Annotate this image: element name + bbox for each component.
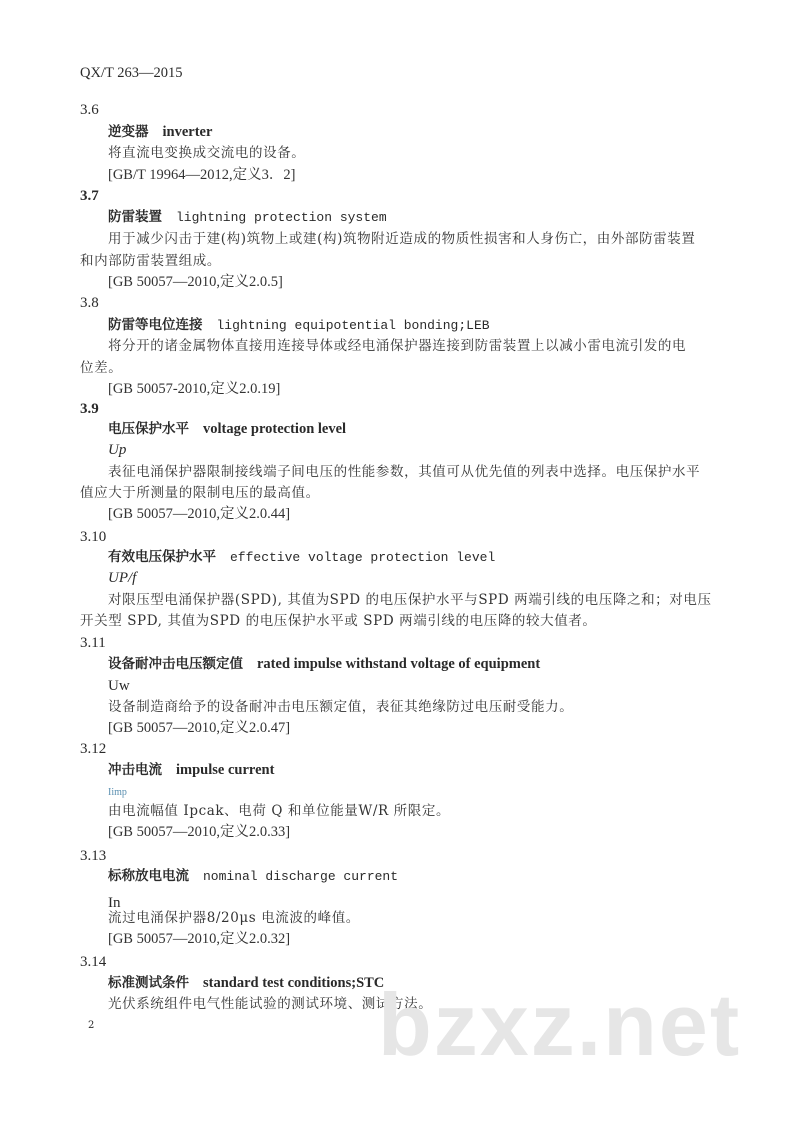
term-zh: 防雷装置 (108, 209, 162, 225)
term-zh: 有效电压保护水平 (108, 549, 216, 565)
term-title (108, 547, 495, 568)
term-en: effective voltage protection level (230, 550, 496, 565)
term-zh: 标准测试条件 (108, 975, 189, 991)
term-zh: 设备耐冲击电压额定值 (108, 656, 243, 672)
term-symbol: Up (108, 442, 127, 458)
definition-text: 开关型 SPD, 其值为SPD 的电压保护水平或 SPD 两端引线的电压降的较大值者。 (80, 613, 597, 629)
section-number: 3.9 (80, 401, 99, 417)
term-en: standard test conditions;STC (203, 975, 385, 991)
reference: [GB 50057—2010,定义2.0.44] (108, 506, 291, 522)
term-en: impulse current (176, 762, 275, 778)
definition-text: 值应大于所测量的限制电压的最高值。 (80, 485, 320, 501)
page-number: 2 (88, 1020, 95, 1031)
reference: [GB 50057—2010,定义2.0.33] (108, 824, 291, 840)
term-symbol: UP/f (108, 570, 137, 586)
term-zh: 标称放电电流 (108, 868, 189, 884)
term-en: nominal discharge current (203, 869, 399, 884)
reference: [GB/T 19964—2012,定义3．2] (108, 167, 296, 183)
term-title (108, 760, 274, 780)
definition-text: 光伏系统组件电气性能试验的测试环境、测试方法。 (108, 996, 433, 1012)
term-title (108, 866, 398, 887)
definition-text: 由电流幅值 Ipcak、电荷 Q 和单位能量W/R 所限定。 (108, 803, 451, 819)
term-title (108, 973, 384, 993)
section-number: 3.13 (80, 848, 107, 864)
term-zh: 逆变器 (108, 124, 149, 140)
reference: [GB 50057—2010,定义2.0.47] (108, 720, 291, 736)
watermark: bzxz.net (378, 975, 742, 1074)
section-number: 3.12 (80, 741, 107, 757)
term-symbol: Iimp (108, 787, 127, 798)
term-zh: 冲击电流 (108, 762, 162, 778)
definition-text: 将分开的诸金属物体直接用连接导体或经电涌保护器连接到防雷装置上以减小雷电流引发的电 (108, 338, 687, 354)
term-title (108, 315, 490, 336)
term-zh: 防雷等电位连接 (108, 317, 203, 333)
definition-text: 用于减少闪击于建(构)筑物上或建(构)筑物附近造成的物质性损害和人身伤亡，由外部防雷装置 (108, 231, 696, 247)
reference: [GB 50057-2010,定义2.0.19] (108, 381, 281, 397)
term-title (108, 654, 540, 674)
definition-text: 对限压型电涌保护器(SPD), 其值为SPD 的电压保护水平与SPD 两端引线的电压降之和；对电压 (108, 592, 712, 608)
term-en: voltage protection level (203, 421, 347, 437)
reference: [GB 50057—2010,定义2.0.5] (108, 274, 283, 290)
term-zh: 电压保护水平 (108, 421, 189, 437)
definition-text: 位差。 (80, 360, 123, 376)
section-number: 3.11 (80, 635, 106, 651)
section-number: 3.7 (80, 188, 99, 204)
section-number: 3.14 (80, 954, 107, 970)
reference: [GB 50057—2010,定义2.0.32] (108, 931, 291, 947)
term-en: lightning equipotential bonding;LEB (216, 318, 490, 333)
definition-text: 设备制造商给予的设备耐冲击电压额定值，表征其绝缘防过电压耐受能力。 (108, 699, 574, 715)
term-title (108, 122, 212, 142)
definition-text: 流过电涌保护器8/20μs 电流波的峰值。 (108, 910, 360, 926)
section-number: 3.10 (80, 529, 107, 545)
term-title (108, 207, 387, 228)
definition-text: 表征电涌保护器限制接线端子间电压的性能参数，其值可从优先值的列表中选择。电压保护水平 (108, 464, 701, 480)
term-en: rated impulse withstand voltage of equipment (257, 656, 541, 672)
term-en: lightning protection system (176, 210, 387, 225)
section-number: 3.6 (80, 102, 99, 118)
term-symbol: In (108, 895, 121, 911)
section-number: 3.8 (80, 295, 99, 311)
term-symbol: Uw (108, 678, 130, 694)
term-title (108, 419, 346, 439)
definition-text: 和内部防雷装置组成。 (80, 253, 221, 269)
document-code-header: QX/T 263—2015 (80, 65, 183, 81)
term-en: inverter (162, 124, 213, 140)
definition-text: 将直流电变换成交流电的设备。 (108, 145, 306, 161)
